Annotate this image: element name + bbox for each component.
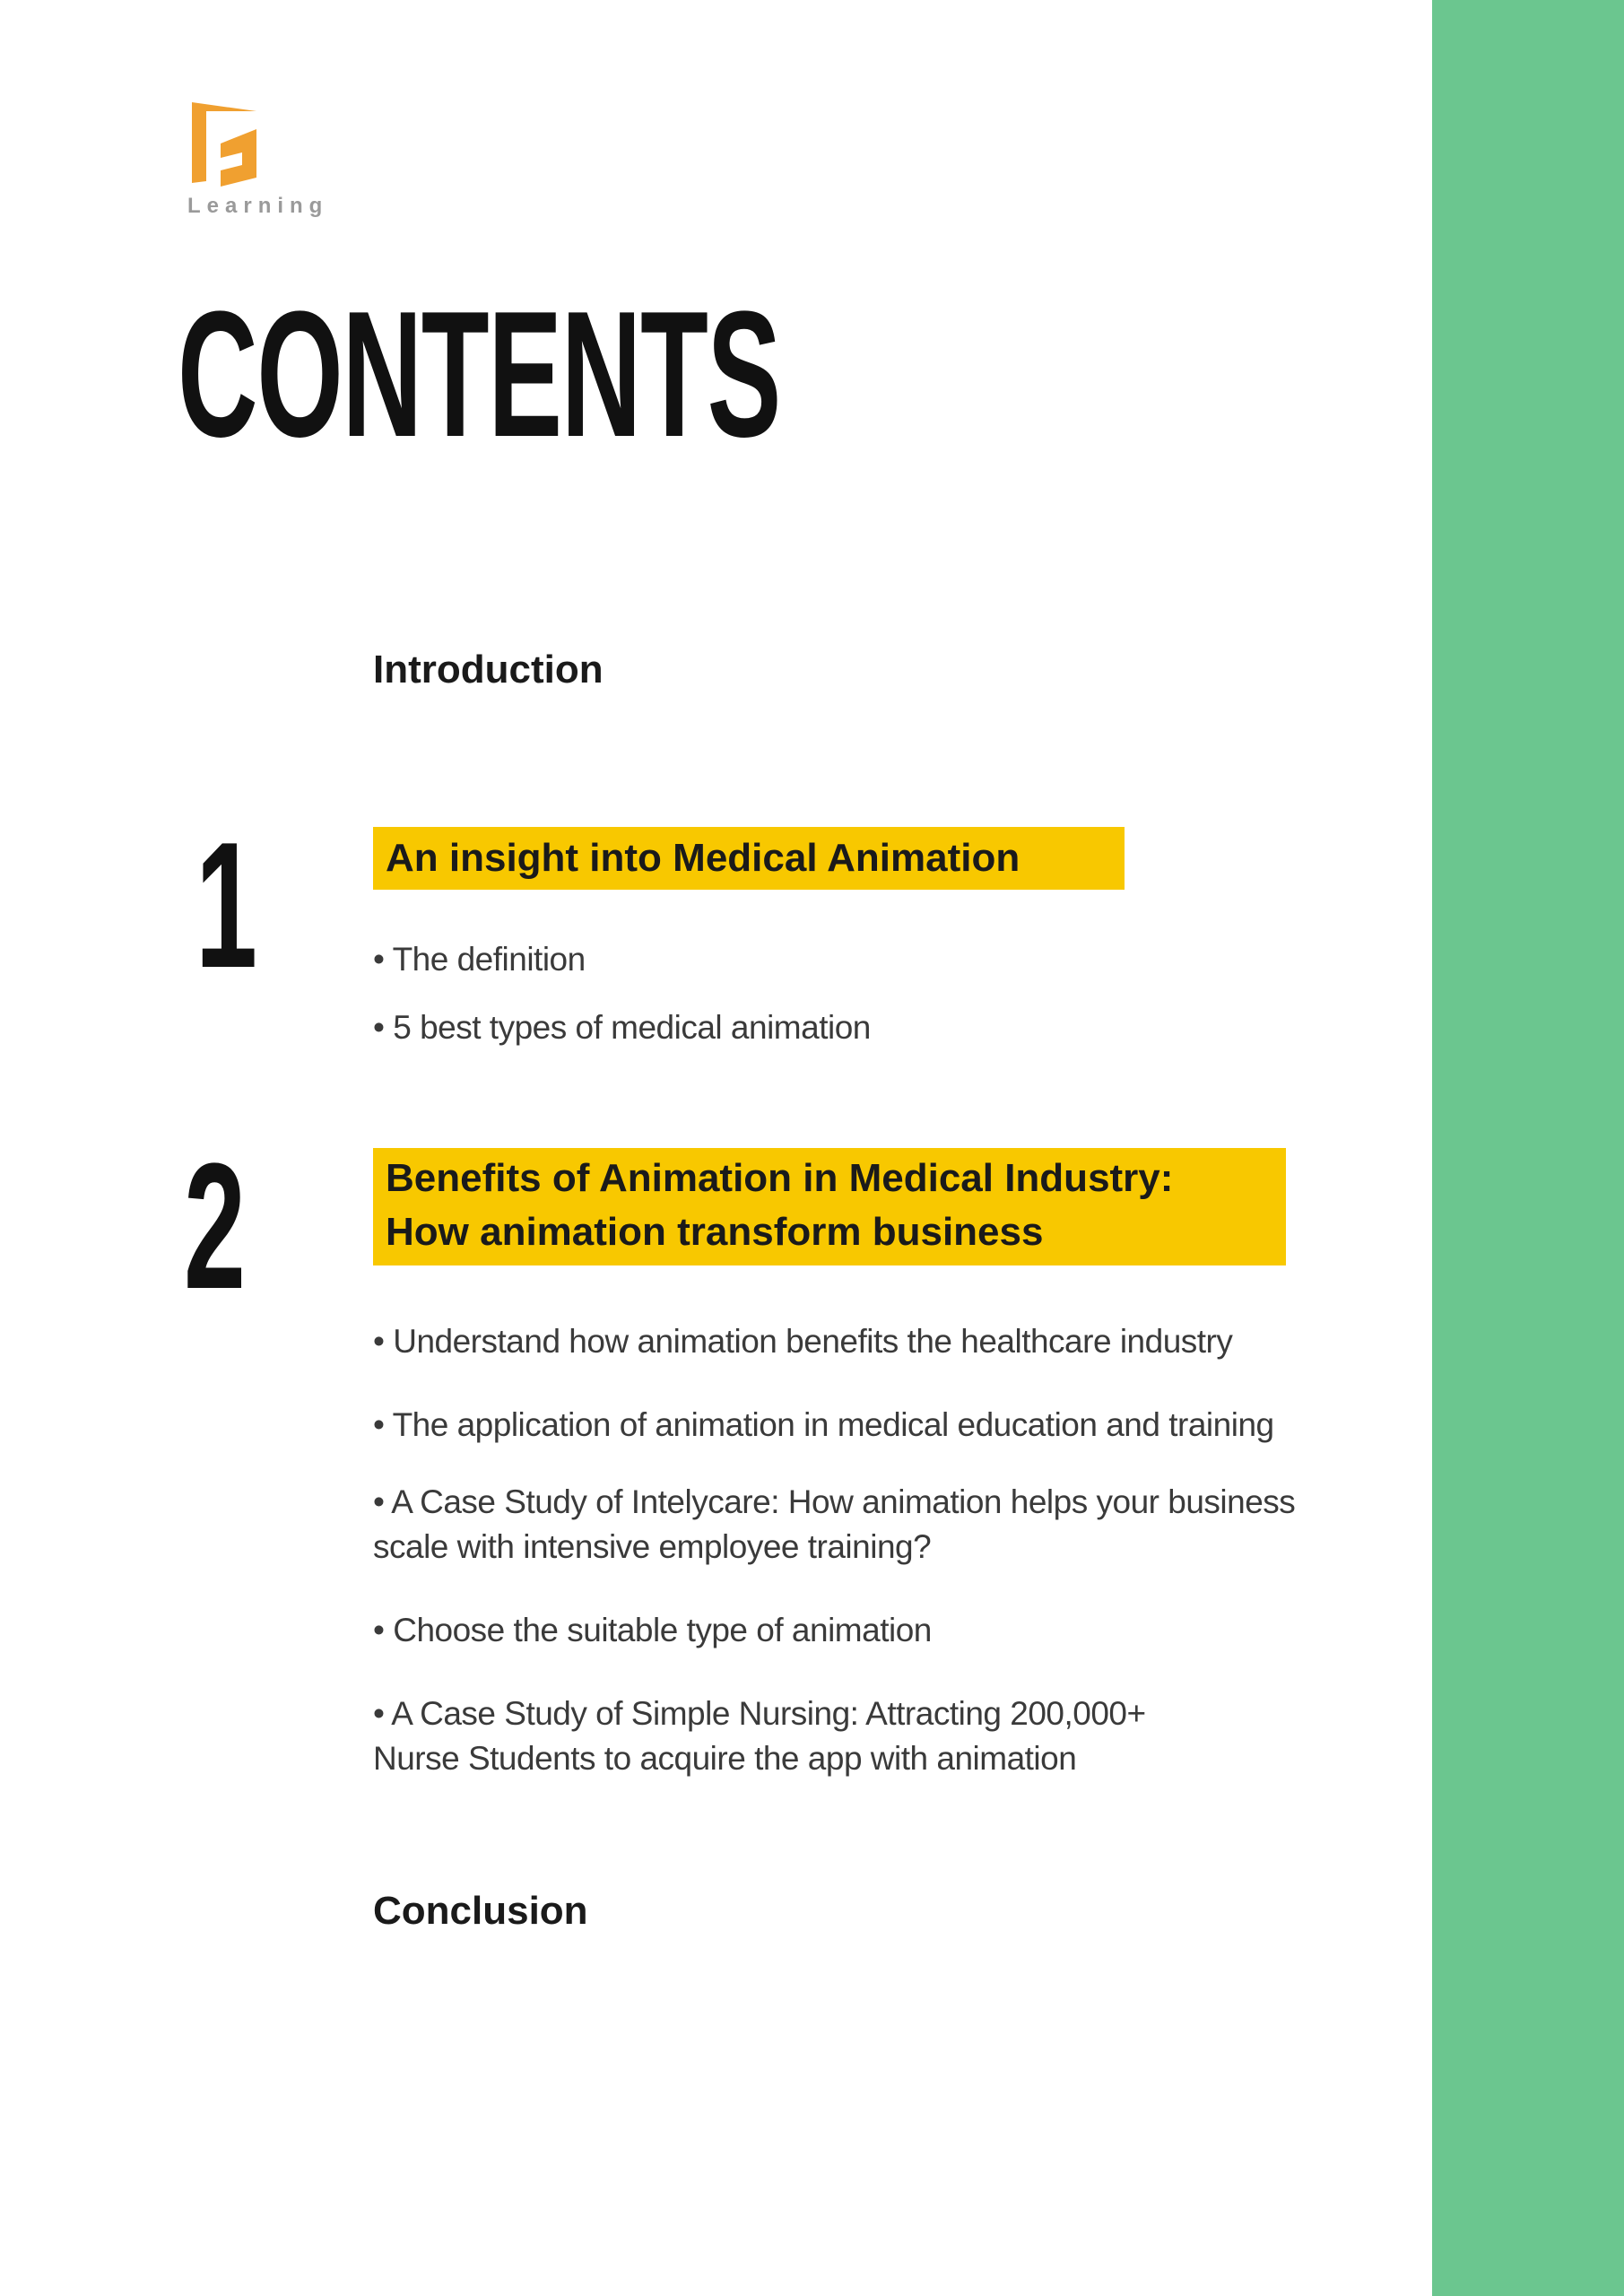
- section-2-bullet-continuation[interactable]: Nurse Students to acquire the app with animation: [373, 1740, 1077, 1777]
- section-2-heading-line: Benefits of Animation in Medical Industry:: [386, 1156, 1174, 1200]
- section-2-bullet[interactable]: • The application of animation in medical education and training: [373, 1406, 1274, 1443]
- section-1-heading[interactable]: [373, 827, 1125, 890]
- section-1-heading-text: An insight into Medical Animation: [386, 836, 1020, 880]
- section-number-2: 2: [184, 1126, 246, 1326]
- page-title: CONTENTS: [178, 274, 781, 474]
- section-1-bullet[interactable]: • 5 best types of medical animation: [373, 1009, 871, 1046]
- section-2-heading[interactable]: [373, 1148, 1286, 1265]
- section-2-bullet[interactable]: • A Case Study of Simple Nursing: Attracting 200,000+: [373, 1695, 1146, 1732]
- conclusion-heading[interactable]: Conclusion: [373, 1889, 588, 1933]
- f-learning-logo: [184, 100, 345, 226]
- f-logo-icon: [188, 100, 260, 190]
- section-1-bullet[interactable]: • The definition: [373, 941, 586, 978]
- section-2-bullet[interactable]: • Choose the suitable type of animation: [373, 1612, 932, 1648]
- logo-text: Learning: [187, 194, 329, 218]
- introduction-heading[interactable]: Introduction: [373, 648, 604, 691]
- section-number-1: 1: [195, 805, 257, 1005]
- section-2-bullet[interactable]: • A Case Study of Intelycare: How animation helps your business: [373, 1483, 1296, 1520]
- section-2-bullet-continuation[interactable]: scale with intensive employee training?: [373, 1528, 932, 1565]
- side-accent-bar: [1432, 0, 1624, 2296]
- section-2-bullet[interactable]: • Understand how animation benefits the healthcare industry: [373, 1323, 1233, 1360]
- section-2-heading-line: How animation transform business: [386, 1210, 1044, 1254]
